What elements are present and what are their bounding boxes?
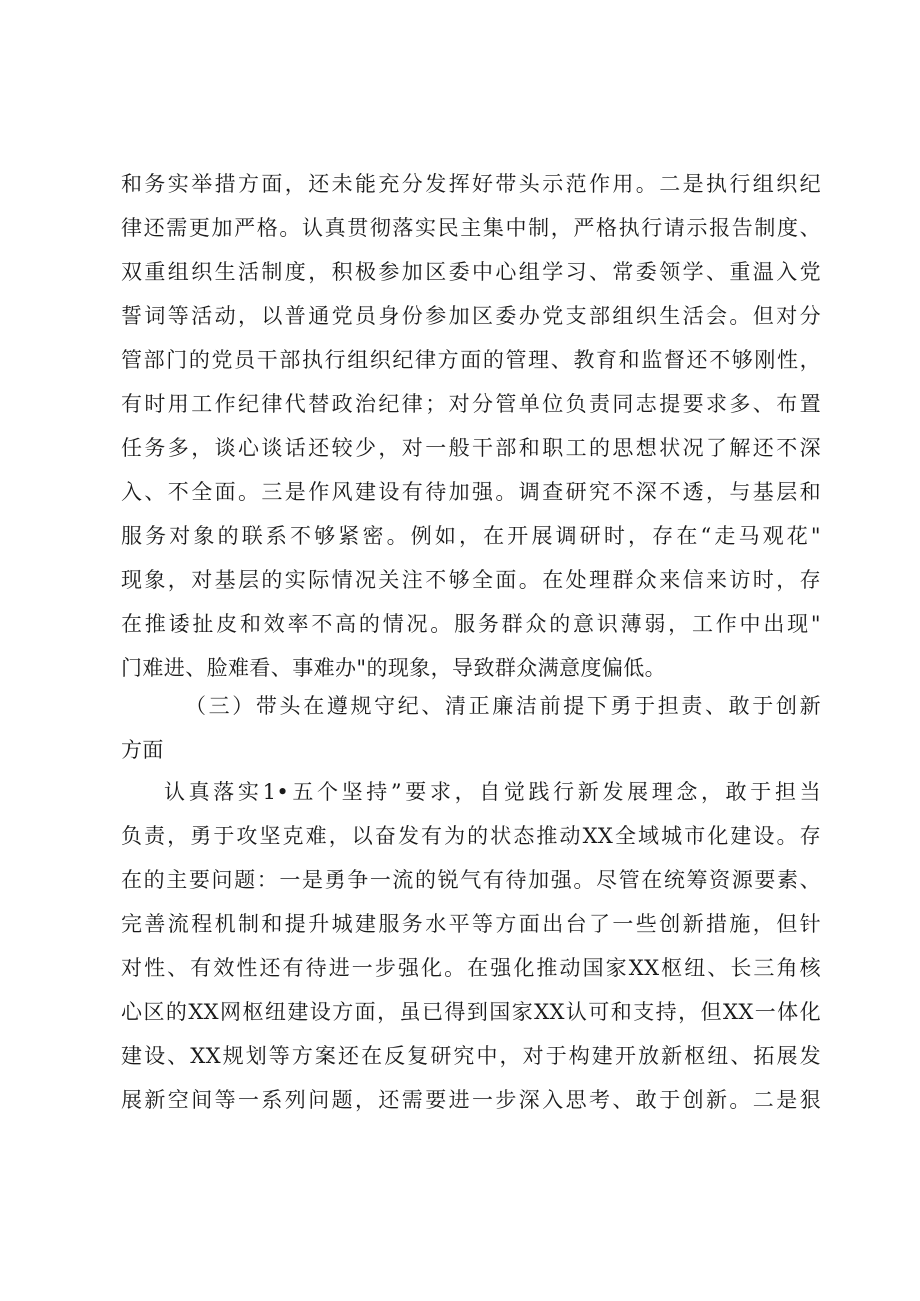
text-line: 任务多，谈心谈话还较少，对一般干部和职工的思想状况了解还不深 — [121, 436, 821, 460]
text-line: 在推诿扯皮和效率不高的情况。服务群众的意识薄弱，工作中出现" — [121, 612, 821, 636]
text-line: 完善流程机制和提升城建服务水平等方面出台了一些创新措施，但针 — [121, 912, 821, 936]
paragraph-discipline — [121, 162, 821, 690]
text-line: 负责，勇于攻坚克难，以奋发有为的状态推动XX全域城市化建设。存 — [121, 824, 821, 848]
text-line: 展新空间等一系列问题，还需要进一步深入思考、敢于创新。二是狠 — [121, 1088, 821, 1112]
text-line: 誓词等活动，以普通党员身份参加区委办党支部组织生活会。但对分 — [121, 304, 821, 328]
heading-line: 方面 — [121, 738, 164, 762]
text-line: 管部门的党员干部执行组织纪律方面的管理、教育和监督还不够刚性， — [121, 348, 821, 372]
text-line: 入、不全面。三是作风建设有待加强。调查研究不深不透，与基层和 — [121, 480, 821, 504]
text-line: 建设、XX规划等方案还在反复研究中，对于构建开放新枢纽、拓展发 — [121, 1044, 821, 1068]
text-line: 现象，对基层的实际情况关注不够全面。在处理群众来信来访时，存 — [121, 568, 821, 592]
section-heading — [121, 684, 821, 772]
text-line: 律还需更加严格。认真贯彻落实民主集中制，严格执行请示报告制度、 — [121, 216, 821, 240]
text-line: 服务对象的联系不够紧密。例如，在开展调研时，存在“走马观花" — [121, 524, 821, 548]
text-line: 认真落实1•五个坚持”要求，自觉践行新发展理念，敢于担当 — [164, 780, 821, 804]
text-line: 心区的XX网枢纽建设方面，虽已得到国家XX认可和支持，但XX一体化 — [121, 1000, 821, 1024]
paragraph-innovation — [121, 770, 821, 1122]
text-line: 双重组织生活制度，积极参加区委中心组学习、常委领学、重温入党 — [121, 260, 821, 284]
heading-line: （三）带头在遵规守纪、清正廉洁前提下勇于担责、敢于创新 — [185, 694, 821, 718]
text-line: 门难进、脸难看、事难办"的现象，导致群众满意度偏低。 — [121, 656, 667, 680]
text-line: 在的主要问题：一是勇争一流的锐气有待加强。尽管在统筹资源要素、 — [121, 868, 821, 892]
text-line: 有时用工作纪律代替政治纪律；对分管单位负责同志提要求多、布置 — [121, 392, 821, 416]
text-line: 和务实举措方面，还未能充分发挥好带头示范作用。二是执行组织纪 — [121, 172, 821, 196]
text-line: 对性、有效性还有待进一步强化。在强化推动国家XX枢纽、长三角核 — [121, 956, 821, 980]
